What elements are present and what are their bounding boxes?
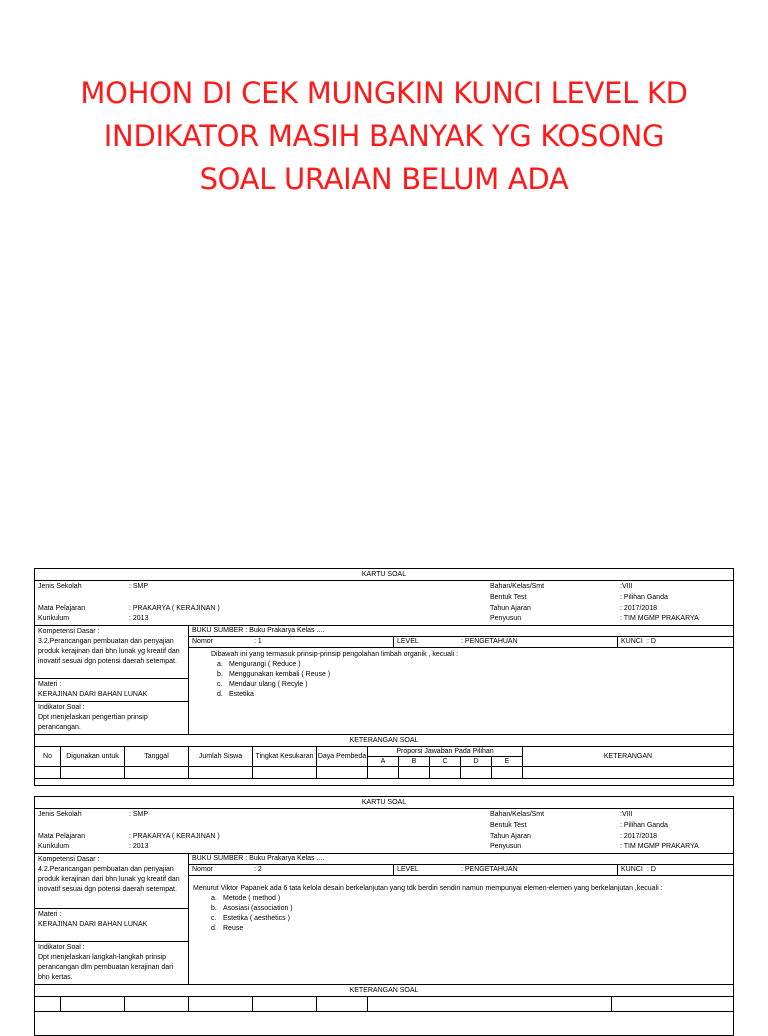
penyusun-label: Penyusun [490,615,522,622]
kurikulum-label: Kurikulum [38,615,70,622]
option-d: d. Reuse [211,925,244,932]
materi-text: KERAJINAN DARI BAHAN LUNAK [38,691,148,698]
keterangan-title: KETERANGAN SOAL [35,985,733,997]
mapel-value: : PRAKARYA ( KERAJINAN ) [129,833,220,840]
keterangan-table [35,747,733,779]
kd-text: 4.2.Perancangan pembuatan dan penyajian produk kerajinan dari bhn lunak yg kreatif dan inovatif sesuai dgn potensi daerah setempat. [38,866,180,893]
jenis-value: : SMP [129,583,149,590]
materi-block [35,909,188,942]
level-label: LEVEL [397,866,419,873]
col-tanggal: Tanggal [125,747,189,767]
nomor-value: : 2 [254,866,262,873]
col-e: E [492,757,523,767]
materi-block [35,679,188,702]
buku-sumber: BUKU SUMBER : Buku Prakarya Kelas .... [192,855,325,862]
nomor-value: : 1 [254,638,262,645]
question-block [189,876,733,936]
nomor-cell [189,865,394,875]
kunci-value: : D [647,866,656,873]
kunci-value: : D [647,638,656,645]
col-daya: Daya Pembeda [317,747,368,767]
kd-text: 3.2.Perancangan pembuatan dan penyajian produk kerajinan dari bhn lunak yg kreatif dan inovatif sesuai dgn potensi daerah setempat. [38,638,180,665]
nomor-label: Nomor [192,866,214,873]
jenis-label: Jenis Sekolah [38,811,82,818]
heading-line-2: INDIKATOR MASIH BANYAK YG KOSONG [103,119,665,153]
kd-block [35,626,188,679]
indikator-label: Indikator Soal : [38,704,85,711]
question-text: Dibawah ini yang termasuk prinsip-prinsip pengolahan limbah organik , kecuali : [211,651,459,658]
bentuk-value: : Pilihan Ganda [620,594,668,601]
buku-row [189,626,733,637]
option-a: a. Mengurangi ( Reduce ) [217,661,301,668]
warning-heading [0,72,768,201]
indikator-text: Dpt menjelaskan langkah-langkah prinsip perancangan dlm pembuatan kerajinan dari bhn kertas. [38,954,174,981]
penyusun-value: : TIM MGMP PRAKARYA [620,843,699,850]
col-a: A [368,757,399,767]
card-body [35,854,733,985]
kd-block [35,854,188,909]
question-text: Menurut Viktor Papanek ada 6 tata kelola desain berkelanjutan yang tdk berdiri sendiri namun mempunyai elemen-elemen yang berkelanjutan ,kecuali : [193,885,663,892]
tahun-value: : 2017/2018 [620,605,657,612]
card-left-column [35,626,189,734]
bahan-value: :VIII [620,583,633,590]
card-left-column [35,854,189,984]
kunci-cell [618,865,733,875]
bentuk-label: Bentuk Test [490,822,527,829]
level-label: LEVEL [397,638,419,645]
kartu-soal-1 [34,568,734,786]
kurikulum-label: Kurikulum [38,843,70,850]
tahun-label: Tahun Ajaran [490,605,531,612]
bahan-value: :VIII [620,811,633,818]
card-info [35,809,733,854]
penyusun-label: Penyusun [490,843,522,850]
option-b: b. Menggunakan kembali ( Reuse ) [217,671,331,678]
mapel-value: : PRAKARYA ( KERAJINAN ) [129,605,220,612]
indikator-block [35,942,188,984]
table-row [35,767,733,779]
col-b: B [399,757,430,767]
kurikulum-value: : 2013 [129,843,149,850]
nomor-cell [189,637,394,647]
bahan-label: Bahan/Kelas/Smt [490,583,545,590]
col-proporsi: Proporsi Jawaban Pada Pilihan [368,747,523,757]
materi-label: Materi : [38,681,62,688]
bentuk-value: : Pilihan Ganda [620,822,668,829]
penyusun-value: : TIM MGMP PRAKARYA [620,615,699,622]
card-title: KARTU SOAL [35,569,733,581]
card-body [35,626,733,735]
kunci-label: KUNCI [621,638,643,645]
option-c: c. Mendaur ulang ( Recyle ) [217,681,308,688]
option-b: b. Asosiasi (association ) [211,905,293,912]
bahan-label: Bahan/Kelas/Smt [490,811,545,818]
table-row [35,997,733,1012]
bentuk-label: Bentuk Test [490,594,527,601]
kurikulum-value: : 2013 [129,615,149,622]
question-block [189,648,733,702]
option-d: d. Estetika [217,691,254,698]
col-tingkat: Tingkat Kesukaran [253,747,317,767]
level-value: : PENGETAHUAN [461,638,518,645]
card-right-column [189,626,733,734]
card-info [35,581,733,626]
heading-line-1: MOHON DI CEK MUNGKIN KUNCI LEVEL KD [80,76,688,110]
keterangan-title: KETERANGAN SOAL [35,735,733,747]
nomor-label: Nomor [192,638,214,645]
mapel-label: Mata Pelajaran [38,833,86,840]
card-title: KARTU SOAL [35,797,733,809]
kd-label: Kompetensi Dasar : [38,856,100,863]
buku-sumber: BUKU SUMBER : Buku Prakarya Kelas .... [192,627,325,634]
kd-label: Kompetensi Dasar : [38,628,100,635]
tahun-label: Tahun Ajaran [490,833,531,840]
col-no: No [35,747,61,767]
option-c: c. Estetika ( aesthetics ) [211,915,290,922]
kartu-soal-2 [34,796,734,1036]
indikator-block [35,702,188,734]
nomor-row [189,637,733,648]
kunci-label: KUNCI [621,866,643,873]
mapel-label: Mata Pelajaran [38,605,86,612]
keterangan-table [35,997,733,1012]
col-digunakan: Digunakan untuk [61,747,125,767]
level-cell [394,637,618,647]
heading-line-3: SOAL URAIAN BELUM ADA [199,162,569,196]
col-d: D [461,757,492,767]
materi-text: KERAJINAN DARI BAHAN LUNAK [38,921,148,928]
materi-label: Materi : [38,911,62,918]
indikator-text: Dpt menjelaskan pengertian prinsip perancangan. [38,714,148,731]
col-jumlah: Jumlah Siswa [189,747,253,767]
level-cell [394,865,618,875]
tahun-value: : 2017/2018 [620,833,657,840]
option-a: a. Metode ( method ) [211,895,281,902]
col-c: C [430,757,461,767]
level-value: : PENGETAHUAN [461,866,518,873]
buku-row [189,854,733,865]
jenis-label: Jenis Sekolah [38,583,82,590]
kunci-cell [618,637,733,647]
nomor-row [189,865,733,876]
card-right-column [189,854,733,984]
col-keterangan: KETERANGAN [523,747,734,767]
indikator-label: Indikator Soal : [38,944,85,951]
jenis-value: : SMP [129,811,149,818]
